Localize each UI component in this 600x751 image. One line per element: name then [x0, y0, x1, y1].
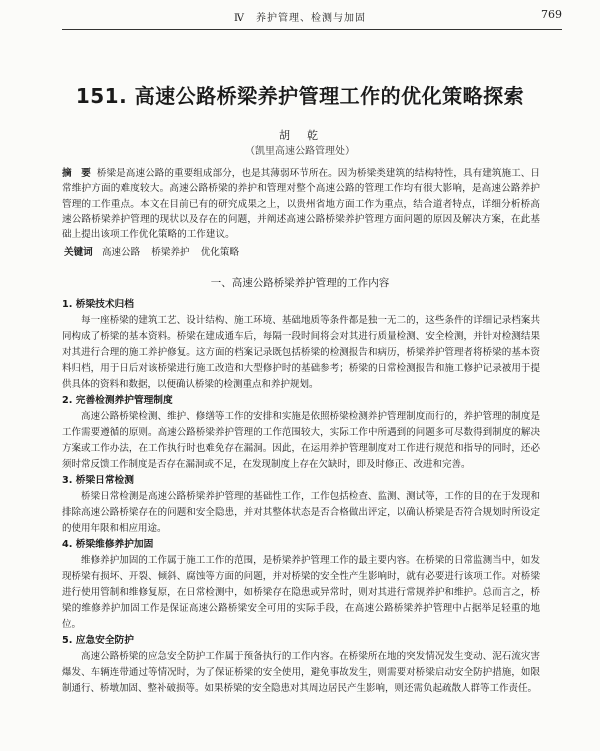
subsection-heading: 4. 桥梁维修养护加固: [62, 539, 154, 550]
page-number: 769: [541, 8, 562, 21]
abstract-text: 桥梁是高速公路的重要组成部分，也是其薄弱环节所在。因为桥梁类建筑的结构特性，具有建筑施工、日常维护方面的难度较大。高速公路桥梁的养护和管理对整个高速公路的管理工作均有很大影响，是高速公路养护管理的工作重点。本文在目前已有的研究成果之上，以贵州省地方面工作为重点，结合道者特点，详细分析桥高速公路桥梁养护管理的现状以及存在的问题，并阐述高速公路桥梁养护管理方面问题的原因及解决方案，在此基础上提出该项工作优化策略的工作建议。: [62, 168, 541, 241]
abstract: [62, 166, 540, 242]
running-header: Ⅳ 养护管理、检测与加固: [234, 13, 366, 24]
section-heading: 一、高速公路桥梁养护管理的工作内容: [210, 277, 390, 289]
paragraph: 每一座桥梁的建筑工艺、设计结构、施工环境、基础地质等条件都是独一无二的，这些条件的详细记录档案共同构成了桥梁的基本资料。桥梁在建成通车后，每隔一段时间将会对其进行质量检测、安全检测，并针对检测结果对其进行合理的施工养护修复。这方面的档案记录既包括桥梁的检测报告和病历，桥梁养护管理者将桥梁的基本资料归档，用于日后对该桥梁进行施工改造和大型修护时的基础参考；桥梁的日常检测报告和施工修护记录被用于提供具体的资料和数据，以便确认桥梁的检测重点和养护规划。: [62, 315, 540, 390]
article-title: 151. 高速公路桥梁养护管理工作的优化策略探索: [75, 84, 525, 108]
header-rule: [62, 29, 562, 30]
subsection-heading: 2. 完善检测养护管理制度: [62, 395, 173, 406]
subsection-heading: 3. 桥梁日常检测: [62, 475, 134, 486]
paragraph: 桥梁日常检测是高速公路桥梁养护管理的基础性工作，工作包括检查、监测、测试等，工作的目的在于发现和排除高速公路桥梁存在的问题和安全隐患，并对其整体状态是否合格做出评定，以确认桥梁是否符合规划时所设定的使用年限和相应用途。: [62, 491, 540, 534]
keywords-label: 关键词: [64, 247, 93, 258]
paragraph: 高速公路桥梁检测、维护、修缮等工作的安排和实施是依照桥梁检测养护管理制度而行的，养护管理的制度是工作需要遵循的原则。高速公路桥梁养护管理的工作范围较大，实际工作中所遇到的问题多可尽数得到制度的解决方案或工作办法，在工作执行时也难免存在漏洞。因此，在运用养护管理制度对工作进行规范和指导的同时，还必须时常反馈工作制度是否存在漏洞或不足，在发现制度上存在欠缺时，即及时修正、改进和完善。: [62, 411, 540, 470]
keyword: 桥梁养护: [151, 247, 190, 258]
paragraph: 维修养护加固的工作属于施工工作的范围，是桥梁养护管理工作的最主要内容。在桥梁的日常监测当中，如发现桥梁有损坏、开裂、倾斜、腐蚀等方面的问题，并对桥梁的安全性产生影响时，就有必要进行该项工作。对桥梁进行使用管制和维修复原，在日常检测中，如桥梁存在隐患或异常时，则对其进行常规养护和维护。总而言之，桥梁的维修养护加固工作是保证高速公路桥梁安全可用的实际手段，在高速公路桥梁养护管理中占据举足轻重的地位。: [62, 555, 540, 630]
abstract-label: 摘 要: [62, 168, 91, 179]
keyword: 高速公路: [101, 247, 141, 258]
article-body: [62, 297, 540, 697]
subsection-heading: 5. 应急安全防护: [62, 635, 134, 646]
author-name: 胡 乾: [279, 129, 321, 142]
paragraph: 高速公路桥梁的应急安全防护工作属于预备执行的工作内容。在桥梁所在地的突发情况发生变动、泥石流灾害爆发、车辆连带通过等情况时，为了保证桥梁的安全使用，避免事故发生，则需要对桥梁启动安全防护措施，如限制通行、桥墩加固、整补破损等。如果桥梁的安全隐患对其周边居民产生影响，则还需负起疏散人群等工作责任。: [62, 651, 540, 694]
subsection-heading: 1. 桥梁技术归档: [62, 299, 134, 310]
keywords: [64, 244, 247, 258]
author-affiliation: （凯里高速公路管理处）: [245, 146, 355, 157]
keyword: 优化策略: [200, 247, 240, 258]
